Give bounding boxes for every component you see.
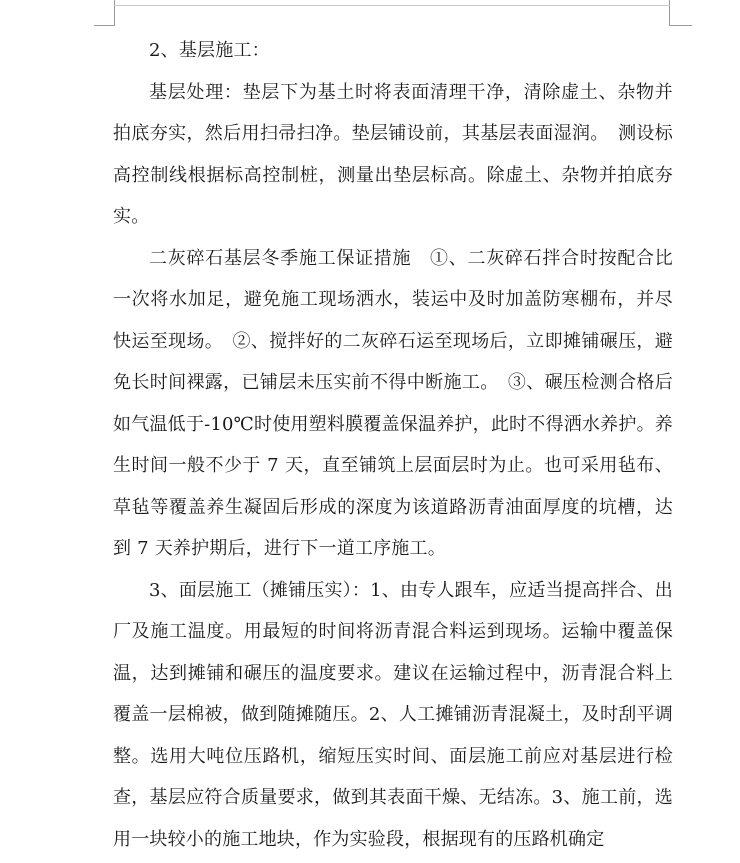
document-body[interactable]: [113, 30, 673, 860]
paragraph-base-treatment: 基层处理：垫层下为基土时将表面清理干净，清除虚土、杂物并拍底夯实，然后用扫帚扫净。垫层铺设前，其基层表面湿润。 测设标高控制线根据标高控制桩，测量出垫层标高。除虚土、杂物并拍底夯实。: [113, 81, 673, 227]
paragraph-surface-construction: 3、面层施工（摊铺压实）：1、由专人跟车，应适当提高拌合、出厂及施工温度。用最短的时间将沥青混合料运到现场。运输中覆盖保温，达到摊铺和碾压的温度要求。建议在运输过程中，沥青混合料上覆盖一层棉被，做到随摊随压。2、人工摊铺沥青混凝土，及时刮平调整。选用大吨位压路机，缩短压实时间、面层施工前应对基层进行检查，基层应符合质量要求，做到其表面干燥、无结冻。3、施工前，选用一块较小的施工地块，作为实验段，根据现有的压路机确定: [113, 579, 673, 850]
page-top-edge: [114, 5, 670, 6]
section-heading-base-construction: 2、基层施工：: [149, 40, 270, 61]
crop-mark-top-left: [94, 0, 115, 26]
paragraph-winter-measures: 二灰碎石基层冬季施工保证措施 ①、二灰碎石拌合时按配合比一次将水加足，避免施工现场洒水，装运中及时加盖防寒棚布，并尽快运至现场。 ②、搅拌好的二灰碎石运至现场后，立即摊铺碾压，避免长时间裸露，已铺层未压实前不得中断施工。 ③、碾压检测合格后如气温低于-10℃时使用塑料膜覆盖保温养护，此时不得洒水养护。养生时间一般不少于 7 天，直至铺筑上层面层时为止。也可采用毡布、草毡等覆盖养生凝固后形成的深度为该道路沥青油面厚度的坑槽，达到 7 天养护期后，进行下一道工序施工。: [113, 247, 673, 559]
crop-mark-top-right: [669, 0, 692, 26]
